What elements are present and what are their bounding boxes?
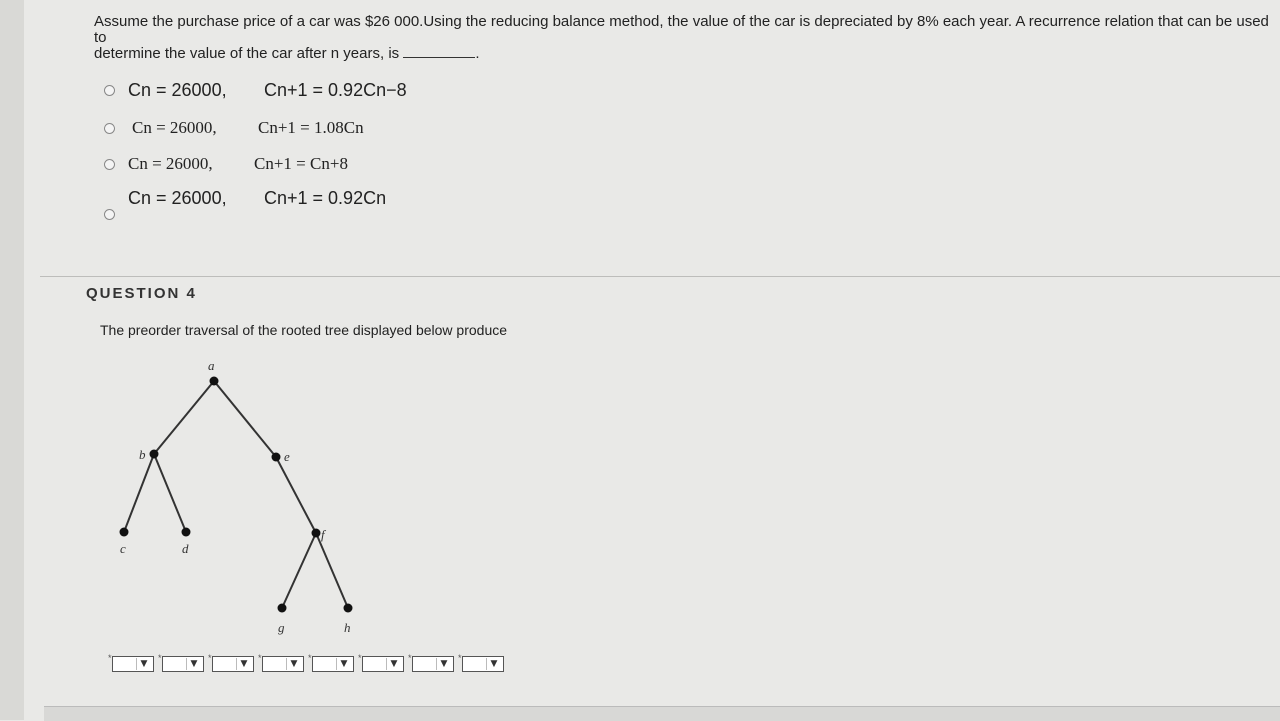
option-3-recurrence: Cn+1 = Cn+8 bbox=[254, 154, 348, 173]
label-b: b bbox=[139, 447, 146, 462]
tree-nodes bbox=[120, 377, 353, 613]
question-4-text: The preorder traversal of the rooted tree displayed below produce bbox=[100, 322, 508, 338]
label-h: h bbox=[344, 620, 351, 635]
label-c: c bbox=[120, 541, 126, 556]
dropdown-7[interactable] bbox=[412, 656, 454, 672]
dropdown-4[interactable] bbox=[262, 656, 304, 672]
label-g: g bbox=[278, 620, 285, 635]
edge-a-e bbox=[214, 381, 276, 457]
chevron-down-icon[interactable]: ▼ bbox=[136, 658, 151, 670]
option-1-recurrence: Cn+1 = 0.92Cn−8 bbox=[264, 79, 407, 100]
chevron-down-icon[interactable]: ▼ bbox=[486, 658, 501, 670]
node-b bbox=[150, 450, 159, 459]
label-e: e bbox=[284, 449, 290, 464]
chevron-down-icon[interactable]: ▼ bbox=[286, 658, 301, 670]
dropdown-1[interactable] bbox=[112, 656, 154, 672]
chevron-down-icon[interactable]: ▼ bbox=[336, 658, 351, 670]
option-3-initial: Cn = 26000, bbox=[128, 154, 213, 173]
node-d bbox=[182, 528, 191, 537]
question-3-line-2: determine the value of the car after n years, is . bbox=[94, 45, 480, 62]
dropdown-5[interactable] bbox=[312, 656, 354, 672]
node-h bbox=[344, 604, 353, 613]
chevron-down-icon[interactable]: ▼ bbox=[236, 658, 251, 670]
chevron-down-icon[interactable]: ▼ bbox=[436, 658, 451, 670]
dropdown-8[interactable] bbox=[462, 656, 504, 672]
edge-a-b bbox=[154, 381, 214, 454]
question-3-line-1: Assume the purchase price of a car was $26 000.Using the reducing balance method, the value of the car is depreciated by 8% each year. A recurrence relation that can be used to bbox=[94, 13, 1269, 46]
edge-e-f bbox=[276, 457, 316, 533]
label-d: d bbox=[182, 541, 189, 556]
edge-b-d bbox=[154, 454, 186, 532]
question-4-title: QUESTION 4 bbox=[86, 285, 197, 302]
option-1-initial: Cn = 26000, bbox=[128, 79, 227, 100]
label-a: a bbox=[208, 358, 215, 373]
tree-edges bbox=[124, 381, 348, 608]
node-g bbox=[278, 604, 287, 613]
option-4-initial: Cn = 26000, bbox=[128, 188, 227, 208]
dropdown-6[interactable] bbox=[362, 656, 404, 672]
chevron-down-icon[interactable]: ▼ bbox=[386, 658, 401, 670]
label-f: f bbox=[321, 527, 325, 542]
option-4-recurrence: Cn+1 = 0.92Cn bbox=[264, 188, 387, 208]
question-3-line-2-text: determine the value of the car after n years, is bbox=[94, 45, 400, 62]
node-e bbox=[272, 453, 281, 462]
chevron-down-icon[interactable]: ▼ bbox=[186, 658, 201, 670]
dropdown-2[interactable] bbox=[162, 656, 204, 672]
node-c bbox=[120, 528, 129, 537]
node-a bbox=[210, 377, 219, 386]
edge-f-g bbox=[282, 533, 316, 608]
option-2-recurrence: Cn+1 = 1.08Cn bbox=[258, 118, 364, 137]
dropdown-3[interactable] bbox=[212, 656, 254, 672]
node-f bbox=[312, 529, 321, 538]
edge-b-c bbox=[124, 454, 154, 532]
edge-f-h bbox=[316, 533, 348, 608]
option-2-initial: Cn = 26000, bbox=[132, 118, 217, 137]
bottom-panel-edge bbox=[44, 706, 1280, 721]
